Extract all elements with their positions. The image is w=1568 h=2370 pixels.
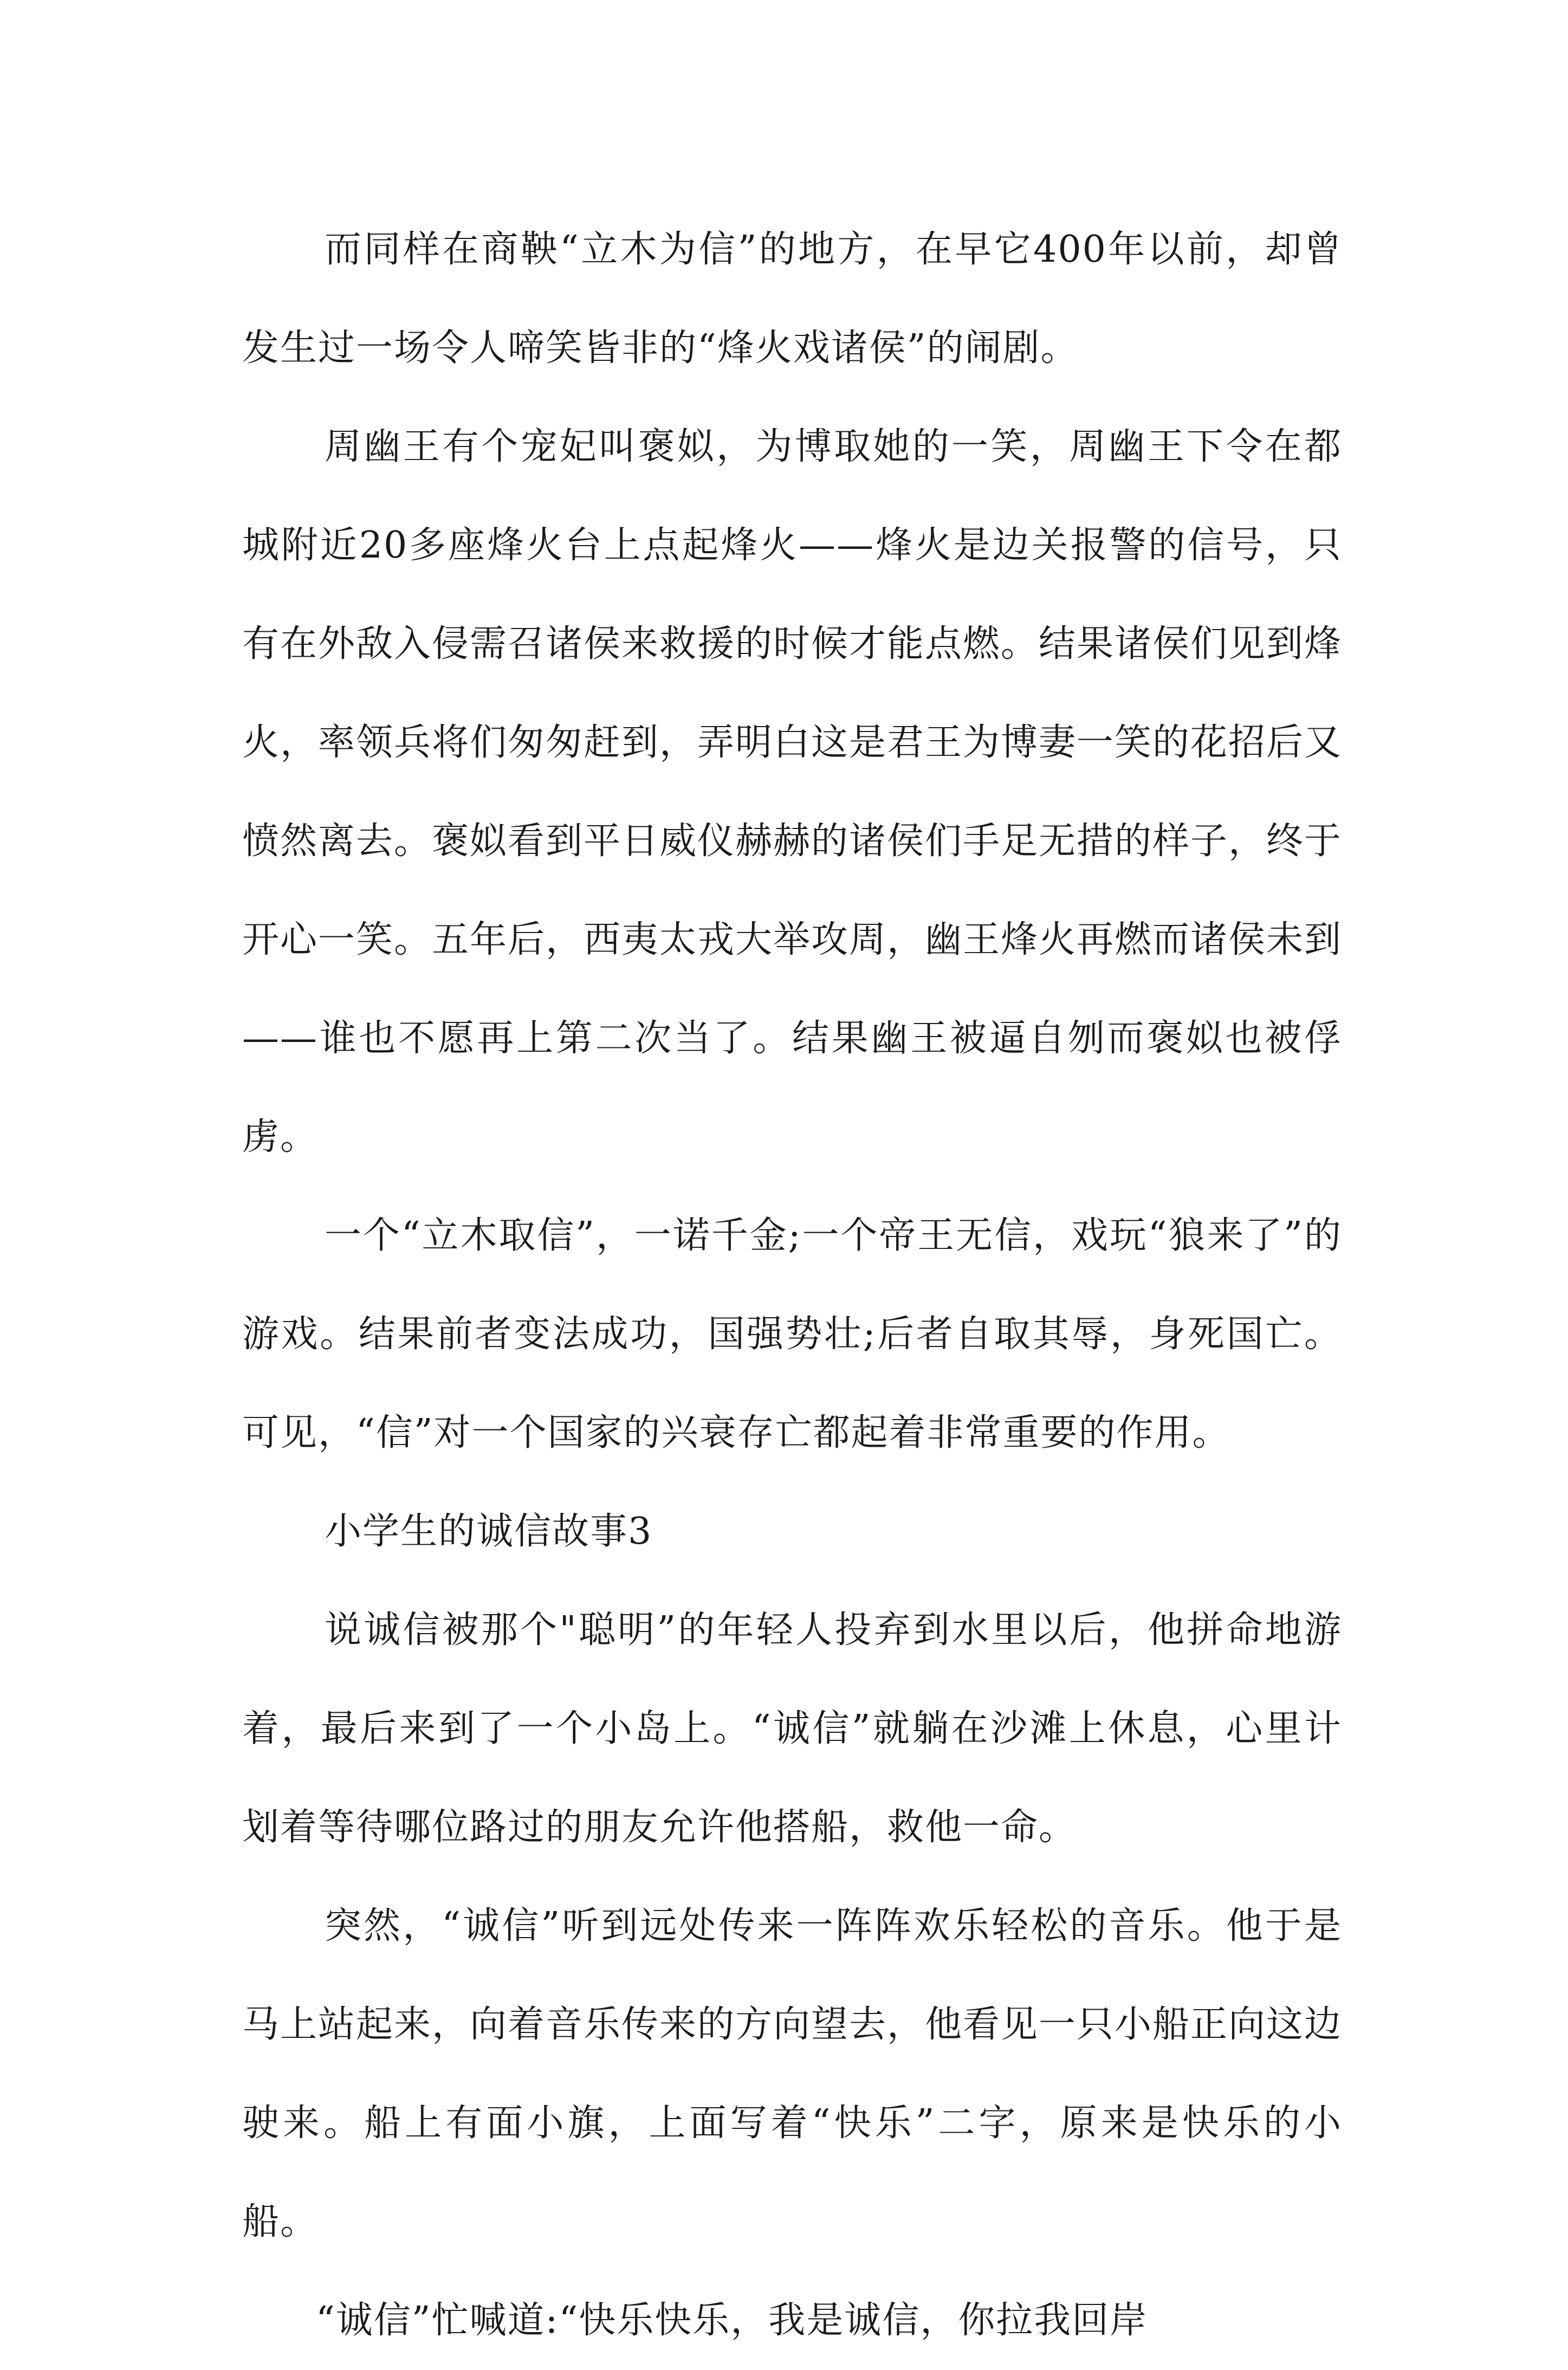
paragraph-honesty-island: 说诚信被那个"聪明”的年轻人投弃到水里以后，他拼命地游着，最后来到了一个小岛上。“诚信”就躺在沙滩上休息，心里计划着等待哪位路过的朋友允许他搭船，救他一命。 [242, 1609, 1342, 1849]
section-heading: 小学生的诚信故事3 [325, 1510, 653, 1553]
paragraph-beacon-story: 周幽王有个宠妃叫褒姒，为博取她的一笑，周幽王下令在都城附近20多座烽火台上点起烽火——烽火是边关报警的信号，只有在外敌入侵需召诸侯来救援的时候才能点燃。结果诸侯们见到烽火，率领兵将们匆匆赶到，弄明白这是君王为博妻一笑的花招后又愤然离去。褒姒看到平日威仪赫赫的诸侯们手足无措的样子，终于开心一笑。五年后，西夷太戎大举攻周，幽王烽火再燃而诸侯未到——谁也不愿再上第二次当了。结果幽王被逼自刎而褒姒也被俘虏。 [242, 425, 1343, 1158]
paragraph-beacon-intro: 而同样在商鞅“立木为信”的地方，在早它400年以前，却曾发生过一场令人啼笑皆非的“烽火戏诸侯”的闹剧。 [242, 228, 1342, 370]
paragraph-honesty-call: “诚信”忙喊道:“快乐快乐，我是诚信，你拉我回岸 [316, 2299, 1148, 2342]
document-body [242, 200, 1342, 2370]
paragraph-happy-boat: 突然，“诚信”听到远处传来一阵阵欢乐轻松的音乐。他于是马上站起来，向着音乐传来的方向望去，他看见一只小船正向这边驶来。船上有面小旗，上面写着“快乐”二字，原来是快乐的小船。 [242, 1905, 1343, 2243]
paragraph-conclusion: 一个“立木取信”，一诺千金;一个帝王无信，戏玩“狼来了”的游戏。结果前者变法成功，国强势壮;后者自取其辱，身死国亡。可见，“信”对一个国家的兴衰存亡都起着非常重要的作用。 [242, 1214, 1342, 1454]
